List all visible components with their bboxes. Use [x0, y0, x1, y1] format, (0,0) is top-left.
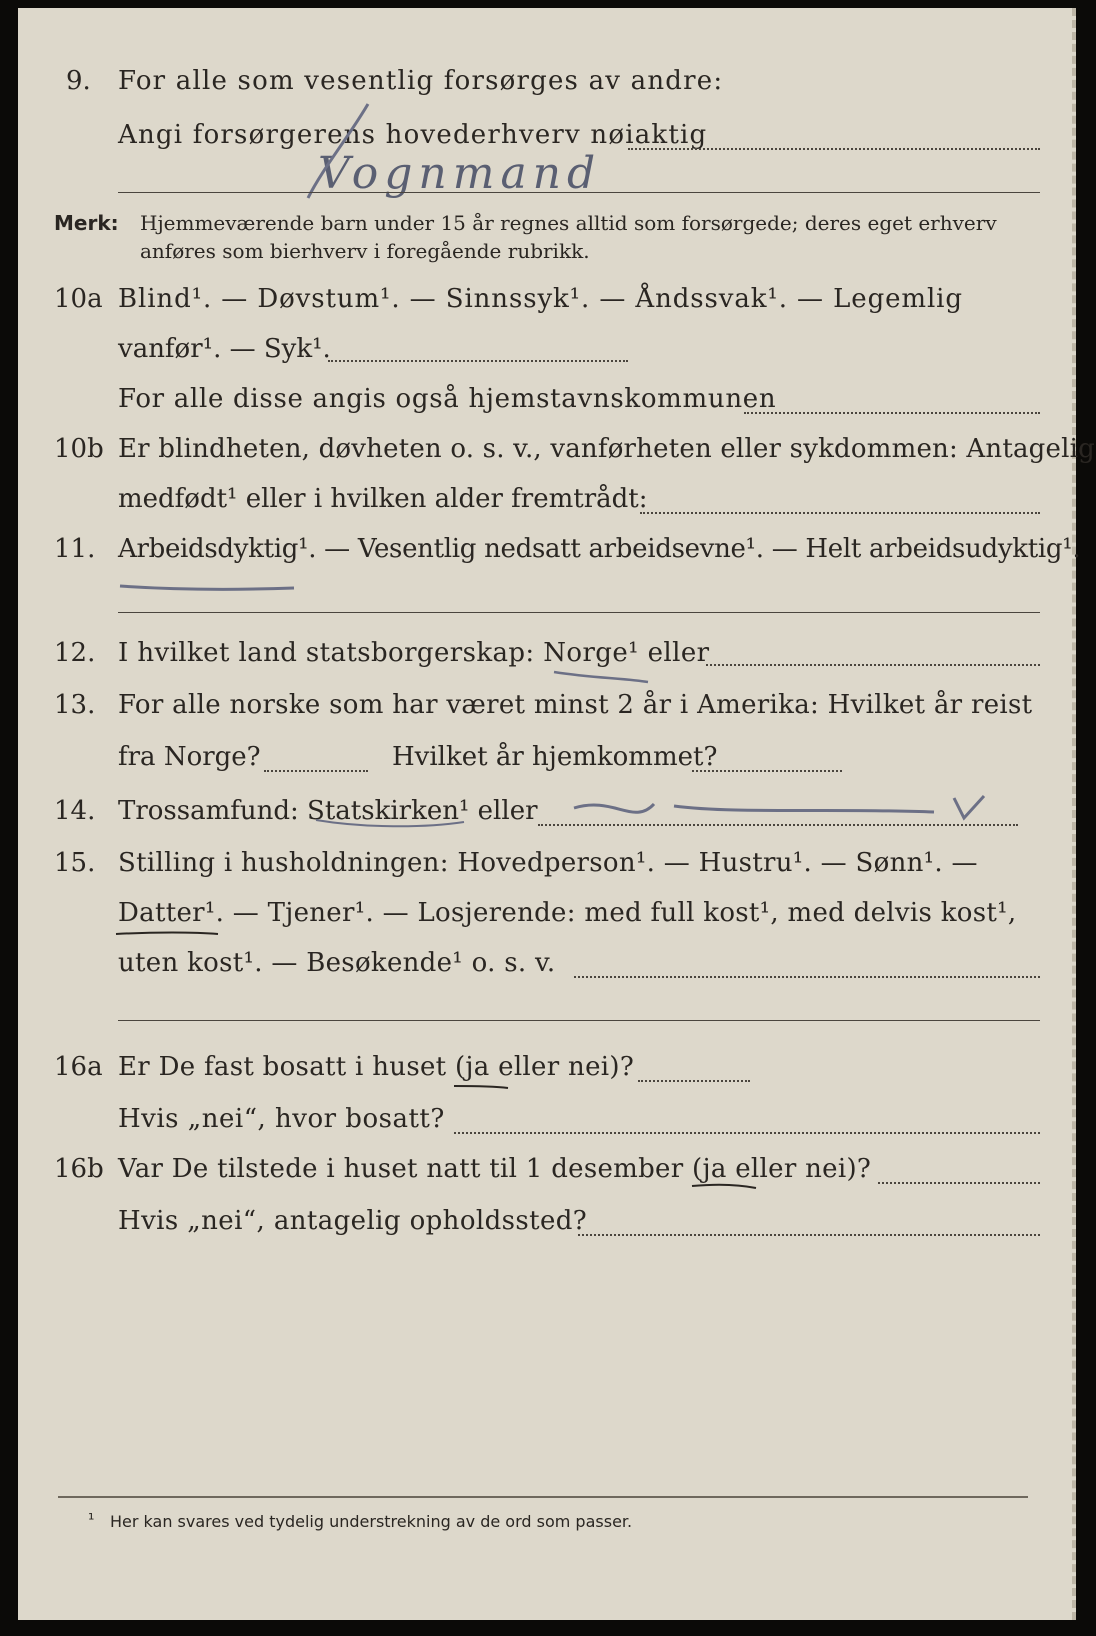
census-form-page	[18, 8, 1095, 1620]
q16a-dotted-line2	[454, 1132, 1040, 1134]
q10b-question-line2: medfødt¹ eller i hvilken alder fremtrådt:	[118, 484, 648, 514]
q15-question-line3: uten kost¹. — Besøkende¹ o. s. v.	[118, 948, 556, 978]
q14-pencil-marks	[314, 788, 1014, 838]
q10b-dotted-line	[640, 512, 1040, 514]
q10a-dotted-line2	[744, 412, 1040, 414]
q15-question-line1: Stilling i husholdningen: Hovedperson¹. — Hustru¹. — Sønn¹. —	[118, 848, 978, 878]
q16a-ja-underline	[452, 1080, 512, 1094]
q11-pencil-underline	[118, 576, 298, 596]
q16a-number: 16a	[54, 1052, 103, 1082]
q10b-question-line1: Er blindheten, døvheten o. s. v., vanførheten eller sykdommen: Antagelig	[118, 434, 1095, 464]
q16b-question-line2: Hvis „nei“, antagelig opholdssted?	[118, 1206, 588, 1236]
q16a-question-line2: Hvis „nei“, hvor bosatt?	[118, 1104, 445, 1134]
merk-text-line1: Hjemmeværende barn under 15 år regnes alltid som forsørgede; deres eget erhverv	[140, 211, 997, 235]
q9-extra-line	[118, 192, 1040, 193]
q9-answer-dotted-line	[628, 148, 1040, 150]
q12-norge-underline	[552, 668, 652, 684]
q16b-number: 16b	[54, 1154, 104, 1184]
q12-question-line1: I hvilket land statsborgerskap: Norge¹ eller	[118, 638, 710, 668]
q10a-dotted-line1	[328, 360, 628, 362]
q16b-question-line1: Var De tilstede i huset natt til 1 desember (ja eller nei)?	[118, 1154, 872, 1184]
q15-extra-line	[118, 1020, 1040, 1021]
q13-number: 13.	[54, 690, 96, 720]
q15-dotted-line	[574, 976, 1040, 978]
q9-question-line2: Angi forsørgerens hovederhverv nøiaktig	[118, 120, 708, 150]
q9-number: 9.	[66, 66, 91, 96]
q11-number: 11.	[54, 534, 96, 564]
q10a-question-line1: Blind¹. — Døvstum¹. — Sinnssyk¹. — Åndssvak¹. — Legemlig	[118, 284, 963, 314]
q11-extra-line	[118, 612, 1040, 613]
q15-question-line2: Datter¹. — Tjener¹. — Losjerende: med full kost¹, med delvis kost¹,	[118, 898, 1017, 928]
q10b-number: 10b	[54, 434, 104, 464]
q13-dotted-line2	[692, 770, 842, 772]
q9-handwritten-answer: Vognmand	[318, 148, 602, 199]
footnote-text: Her kan svares ved tydelig understrekning av de ord som passer.	[110, 1512, 633, 1531]
q10a-question-line3: For alle disse angis også hjemstavnskommunen	[118, 384, 777, 414]
merk-label: Merk:	[54, 211, 119, 235]
q9-question-line1: For alle som vesentlig forsørges av andre:	[118, 66, 724, 96]
q13-dotted-line1	[264, 770, 368, 772]
q16b-dotted-line2	[578, 1234, 1040, 1236]
q10a-number: 10a	[54, 284, 103, 314]
q16a-question-line1: Er De fast bosatt i huset (ja eller nei)?	[118, 1052, 635, 1082]
q16b-ja-underline	[690, 1180, 760, 1194]
footnote-rule	[58, 1496, 1028, 1498]
q10a-question-line2: vanfør¹. — Syk¹.	[118, 334, 331, 364]
q13-question-line1: For alle norske som har været minst 2 år i Amerika: Hvilket år reist	[118, 690, 1033, 720]
footnote-mark: ¹	[88, 1510, 95, 1529]
q14-question-line1: Trossamfund: Statskirken¹ eller	[118, 796, 538, 826]
q15-datter-underline	[114, 928, 224, 942]
merk-text-line2: anføres som bierhverv i foregående rubrikk.	[140, 239, 590, 263]
q13-question-line2b: Hvilket år hjemkommet?	[392, 742, 718, 772]
q14-number: 14.	[54, 796, 96, 826]
q12-dotted-line	[706, 664, 1040, 666]
q13-question-line2a: fra Norge?	[118, 742, 261, 772]
q16b-dotted-line1	[878, 1182, 1040, 1184]
q12-number: 12.	[54, 638, 96, 668]
q16a-dotted-line1	[638, 1080, 750, 1082]
q15-number: 15.	[54, 848, 96, 878]
q11-question-line1: Arbeidsdyktig¹. — Vesentlig nedsatt arbeidsevne¹. — Helt arbeidsudyktig¹.	[118, 534, 1081, 564]
